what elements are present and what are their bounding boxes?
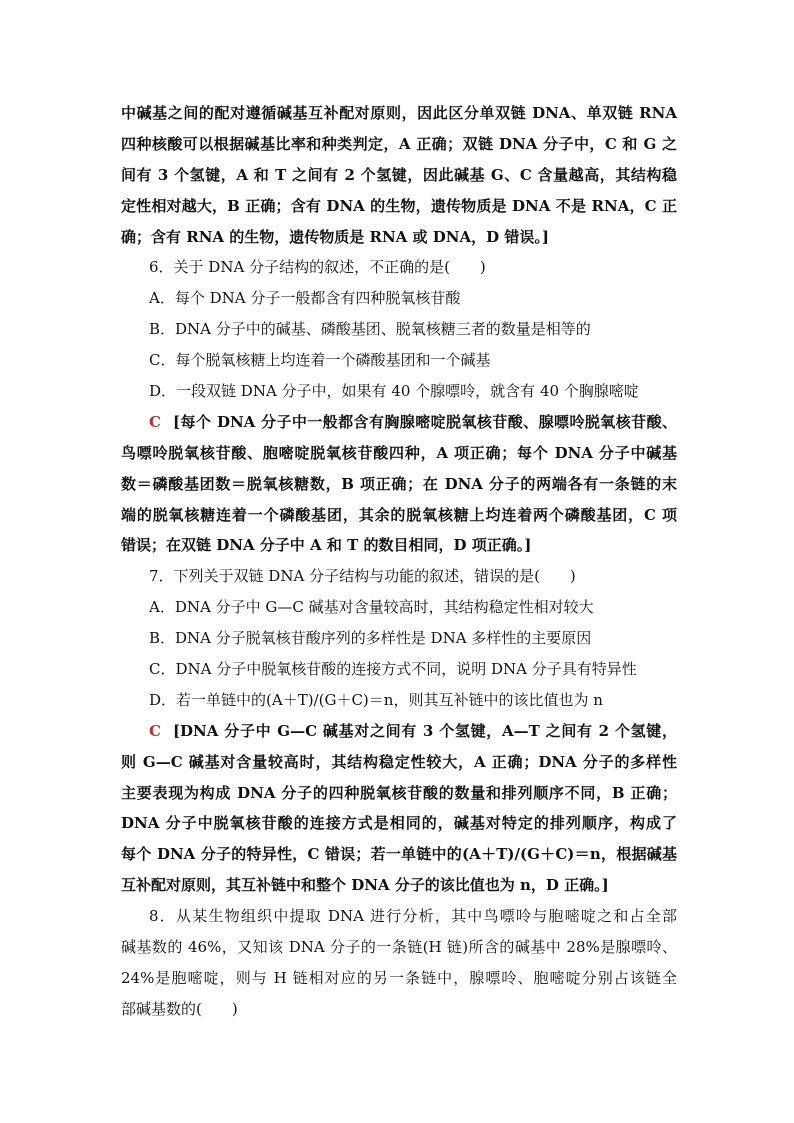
question-6-answer-letter: C (149, 412, 161, 431)
question-7-answer-line (121, 716, 677, 747)
question-6-stem: 6．关于 DNA 分子结构的叙述，不正确的是( ) (149, 258, 486, 277)
question-7-option-c: C．DNA 分子中脱氧核苷酸的连接方式不同，说明 DNA 分子具有特异性 (149, 660, 637, 679)
question-6-option-c: C．每个脱氧核糖上均连着一个磷酸基团和一个碱基 (149, 351, 491, 370)
explanation-5-line: 四种核酸可以根据碱基比率和种类判定，A 正确；双链 DNA 分子中，C 和 G 之 (121, 134, 677, 153)
explanation-5 (121, 98, 677, 252)
question-6-option-d: D．一段双链 DNA 分子中，如果有 40 个腺嘌呤，就含有 40 个胸腺嘧啶 (149, 382, 639, 401)
explanation-5-line: 中碱基之间的配对遵循碱基互补配对原则，因此区分单双链 DNA、单双链 RNA (121, 104, 677, 122)
question-7-option-a: A．DNA 分子中 G—C 碱基对含量较高时，其结构稳定性相对较大 (149, 598, 594, 617)
question-6-explanation-line: 端的脱氧核糖连着一个磷酸基团，其余的脱氧核糖上均连着两个磷酸基团，C 项 (121, 505, 677, 524)
question-6-option-b: B．DNA 分子中的碱基、磷酸基团、脱氧核糖三者的数量是相等的 (149, 320, 591, 339)
question-7 (121, 561, 677, 901)
question-8 (121, 901, 677, 1025)
question-7-option-b: B．DNA 分子脱氧核苷酸序列的多样性是 DNA 多样性的主要原因 (149, 629, 592, 648)
explanation-5-line: 确；含有 RNA 的生物，遗传物质是 RNA 或 DNA，D 错误。] (121, 227, 549, 246)
question-6-explanation-line: 鸟嘌呤脱氧核苷酸、胞嘧啶脱氧核苷酸四种，A 项正确；每个 DNA 分子中碱基 (121, 443, 677, 462)
question-7-explanation-line: 主要表现为构成 DNA 分子的四种脱氧核苷酸的数量和排列顺序不同，B 正确； (121, 783, 677, 802)
question-8-line: 8．从某生物组织中提取 DNA 进行分析，其中鸟嘌呤与胞嘧啶之和占全部 (149, 907, 677, 926)
question-6-explanation-line: 错误；在双链 DNA 分子中 A 和 T 的数目相同，D 项正确。] (121, 536, 532, 555)
question-7-explanation-line: 互补配对原则，其互补链中和整个 DNA 分子的该比值也为 n，D 正确。] (121, 876, 609, 895)
question-7-explanation-line: 每个 DNA 分子的特异性，C 错误；若一单链中的(A＋T)/(G＋C)＝n，根据碱基 (121, 845, 677, 864)
question-7-option-d: D．若一单链中的(A＋T)/(G＋C)＝n，则其互补链中的该比值也为 n (149, 690, 603, 709)
explanation-5-line: 间有 3 个氢键，A 和 T 之间有 2 个氢键，因此碱基 G、C 含量越高，其结构稳 (121, 165, 677, 184)
question-7-explanation-line: DNA 分子中脱氧核苷酸的连接方式是相同的，碱基对特定的排列顺序，构成了 (121, 814, 677, 833)
question-7-stem: 7．下列关于双链 DNA 分子结构与功能的叙述，错误的是( ) (149, 567, 576, 586)
question-7-answer-letter: C (149, 721, 161, 740)
question-6 (121, 252, 677, 561)
question-8-line: 24%是胞嘧啶，则与 H 链相对应的另一条链中，腺嘌呤、胞嘧啶分别占该链全 (121, 968, 677, 987)
question-6-answer-line (121, 407, 677, 438)
question-6-explanation-line: [每个 DNA 分子中一般都含有胸腺嘧啶脱氧核苷酸、腺嘌呤脱氧核苷酸、 (172, 412, 677, 431)
document-page (121, 98, 677, 1025)
question-6-explanation-line: 数＝磷酸基团数＝脱氧核糖数，B 项正确；在 DNA 分子的两端各有一条链的末 (121, 474, 677, 493)
question-7-explanation-line: 则 G—C 碱基对含量较高时，其结构稳定性较大，A 正确；DNA 分子的多样性 (121, 752, 677, 771)
question-8-line: 部碱基数的( ) (121, 999, 238, 1018)
explanation-5-line: 定性相对越大，B 正确；含有 DNA 的生物，遗传物质是 DNA 不是 RNA，C 正 (121, 196, 677, 215)
question-7-explanation-line: [DNA 分子中 G—C 碱基对之间有 3 个氢键，A—T 之间有 2 个氢键， (172, 721, 677, 740)
question-6-option-a: A．每个 DNA 分子一般都含有四种脱氧核苷酸 (149, 289, 461, 308)
question-8-line: 碱基数的 46%，又知该 DNA 分子的一条链(H 链)所含的碱基中 28%是腺嘌呤、 (121, 938, 677, 957)
